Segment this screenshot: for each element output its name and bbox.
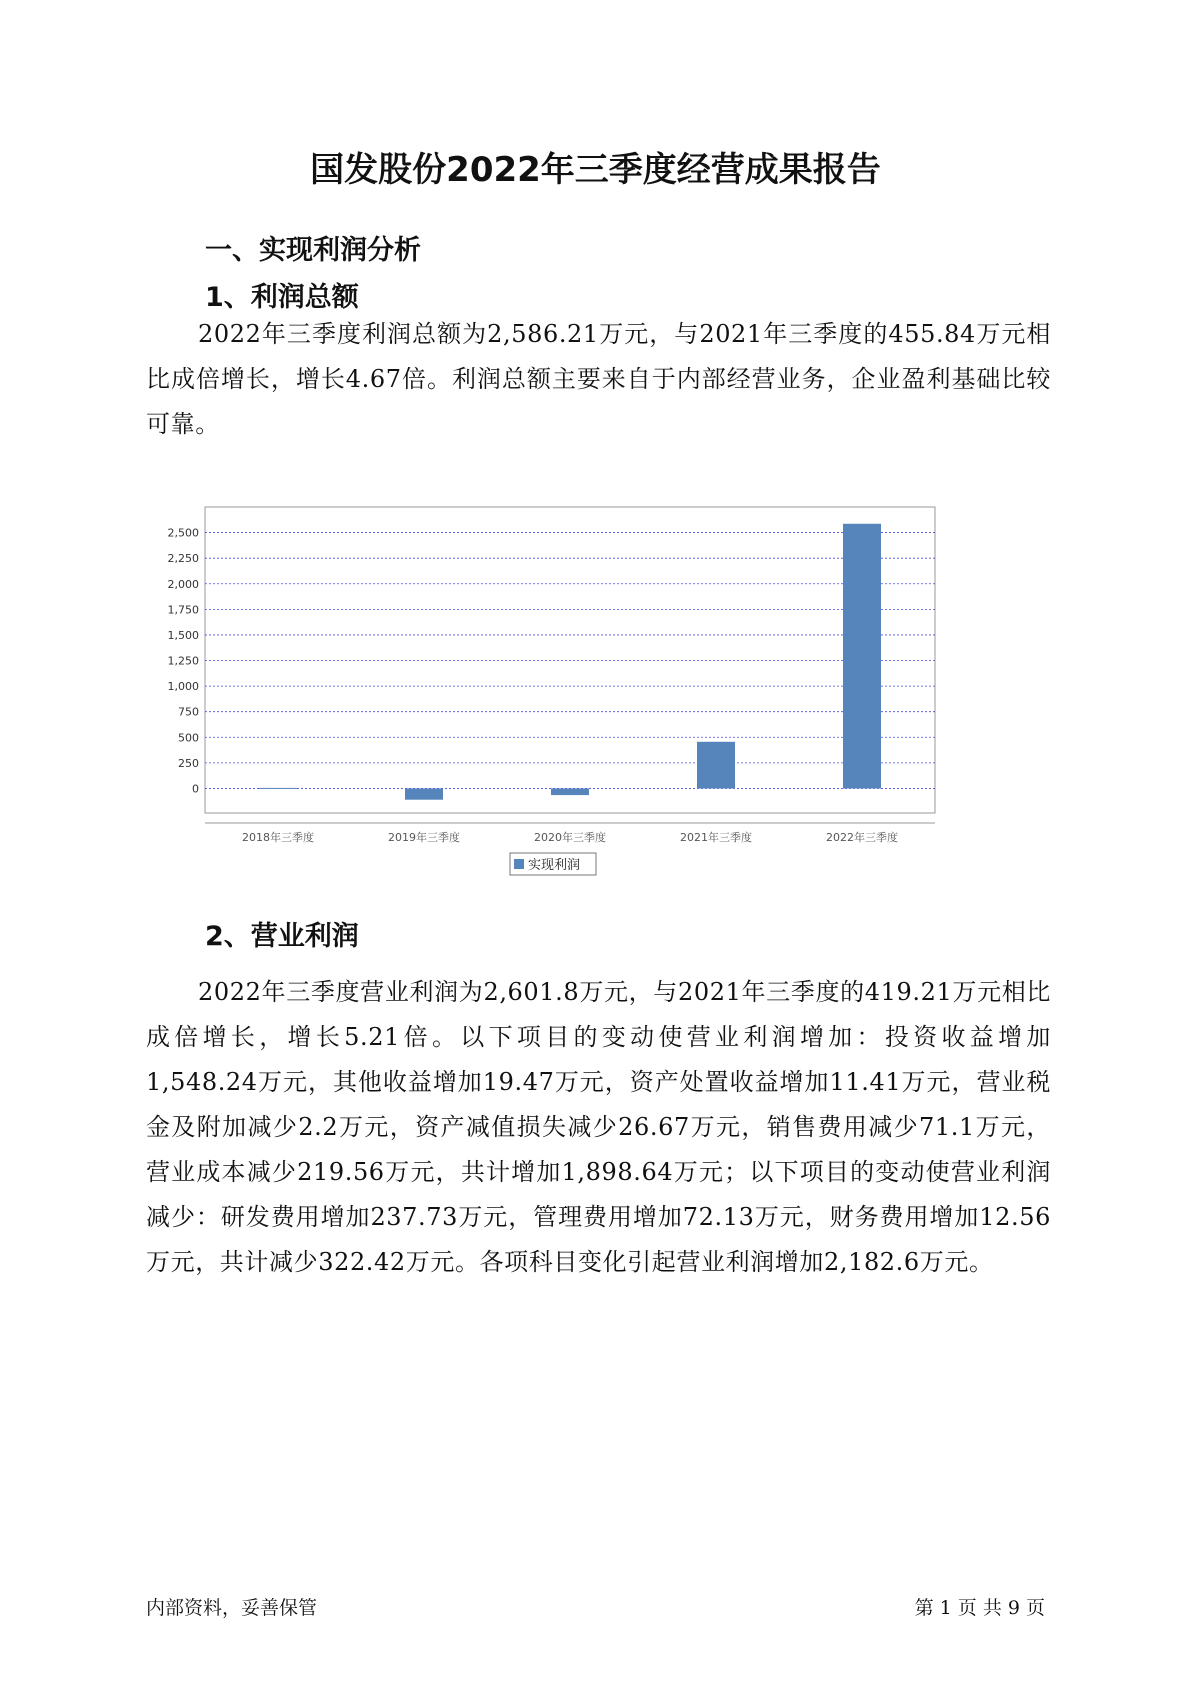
operating-profit-paragraph: 2022年三季度营业利润为2,601.8万元，与2021年三季度的419.21万元相比成倍增长，增长5.21倍。以下项目的变动使营业利润增加：投资收益增加1,548.24万元，其他收益增加19.47万元，资产处置收益增加11.41万元，营业税金及附加减少2.2万元，资产减值损失减少26.67万元，销售费用减少71.1万元，营业成本减少219.56万元，共计增加1,898.64万元；以下项目的变动使营业利润减少：研发费用增加237.73万元，管理费用增加72.13万元，财务费用增加12.56万元，共计减少322.42万元。各项科目变化引起营业利润增加2,182.6万元。 <box>146 978 1051 1276</box>
footer-confidential-note: 内部资料，妥善保管 <box>146 1597 318 1619</box>
bar-3 <box>551 788 589 795</box>
x-tick-label: 2020年三季度 <box>534 831 606 844</box>
section-heading-profit-analysis: 一、实现利润分析 <box>205 235 421 266</box>
chart-canvas <box>150 505 1030 945</box>
bar-5 <box>843 524 881 789</box>
y-tick-label: 250 <box>178 756 199 770</box>
profit-chart <box>150 505 1030 945</box>
subsection-heading-total-profit: 1、利润总额 <box>205 282 359 313</box>
x-tick-label: 2022年三季度 <box>826 831 898 844</box>
total-profit-paragraph: 2022年三季度利润总额为2,586.21万元，与2021年三季度的455.84万元相比成倍增长，增长4.67倍。利润总额主要来自于内部经营业务，企业盈利基础比较可靠。 <box>146 320 1051 438</box>
bar-2 <box>405 788 443 799</box>
legend-label: 实现利润 <box>528 858 581 873</box>
y-tick-label: 1,750 <box>167 603 199 617</box>
x-tick-label: 2019年三季度 <box>388 831 460 844</box>
y-tick-label: 1,500 <box>167 628 199 642</box>
bar-1 <box>259 788 297 789</box>
y-tick-label: 1,250 <box>167 654 199 668</box>
footer-page-number: 第 1 页 共 9 页 <box>914 1597 1045 1619</box>
bar-4 <box>697 742 735 789</box>
y-tick-label: 1,000 <box>167 680 199 694</box>
x-tick-label: 2021年三季度 <box>680 831 752 844</box>
plot-area <box>205 507 935 813</box>
y-tick-label: 2,500 <box>167 526 199 540</box>
subsection-heading-operating-profit: 2、营业利润 <box>205 921 359 952</box>
document-title: 国发股份2022年三季度经营成果报告 <box>310 150 881 190</box>
y-tick-label: 2,250 <box>167 552 199 566</box>
y-tick-label: 0 <box>192 782 199 796</box>
y-tick-label: 2,000 <box>167 577 199 591</box>
legend-swatch <box>514 859 524 869</box>
y-tick-label: 750 <box>178 705 199 719</box>
x-tick-label: 2018年三季度 <box>242 831 314 844</box>
y-tick-label: 500 <box>178 731 199 745</box>
